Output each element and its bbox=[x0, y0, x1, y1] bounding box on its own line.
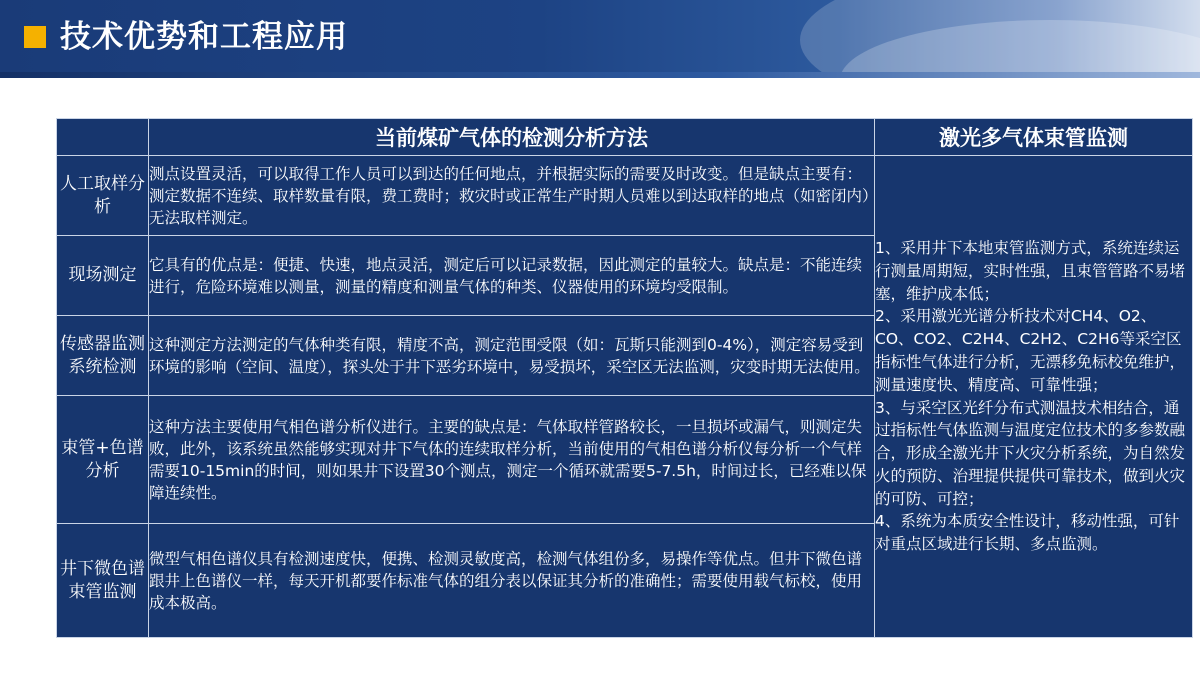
table-row bbox=[57, 156, 1193, 236]
row-label: 现场测定 bbox=[57, 236, 149, 316]
row-label: 井下微色谱束管监测 bbox=[57, 524, 149, 638]
row-label: 束管+色谱分析 bbox=[57, 396, 149, 524]
row-description: 这种方法主要使用气相色谱分析仪进行。主要的缺点是：气体取样管路较长，一旦损坏或漏气，则测定失败，此外，该系统虽然能够实现对井下气体的连续取样分析，当前使用的气相色谱分析仪每分析一个气样需要10-15min的时间，则如果井下设置30个测点，测定一个循环就需要5-7.5h，时间过长，已经难以保障连续性。 bbox=[149, 396, 875, 524]
row-description: 微型气相色谱仪具有检测速度快，便携、检测灵敏度高，检测气体组份多，易操作等优点。但井下微色谱跟井上色谱仪一样，每天开机都要作标准气体的组分表以保证其分析的准确性；需要使用载气标校，使用成本极高。 bbox=[149, 524, 875, 638]
comparison-table bbox=[56, 118, 1193, 638]
laser-point: 2、采用激光光谱分析技术对CH4、O2、CO、CO2、C2H4、C2H2、C2H6等采空区指标性气体进行分析，无漂移免标校免维护，测量速度快、精度高、可靠性强； bbox=[875, 307, 1186, 394]
row-description: 测点设置灵活，可以取得工作人员可以到达的任何地点，并根据实际的需要及时改变。但是缺点主要有：测定数据不连续、取样数量有限，费工费时；救灾时或正常生产时期人员难以到达取样的地点（如密闭内）无法取样测定。 bbox=[149, 156, 875, 236]
laser-point: 3、与采空区光纤分布式测温技术相结合，通过指标性气体监测与温度定位技术的多参数融合，形成全激光井下火灾分析系统，为自然发火的预防、治理提供提供可靠技术，做到火灾的可防、可控； bbox=[875, 398, 1186, 508]
header-underline bbox=[0, 72, 1200, 78]
header-empty-cell bbox=[57, 119, 149, 156]
row-label: 人工取样分析 bbox=[57, 156, 149, 236]
row-description: 它具有的优点是：便捷、快速，地点灵活，测定后可以记录数据，因此测定的量较大。缺点是：不能连续进行，危险环境难以测量，测量的精度和测量气体的种类、仪器使用的环境均受限制。 bbox=[149, 236, 875, 316]
row-description: 这种测定方法测定的气体种类有限，精度不高，测定范围受限（如：瓦斯只能测到0-4%），测定容易受到环境的影响（空间、温度），探头处于井下恶劣环境中，易受损坏，采空区无法监测，灾变时期无法使用。 bbox=[149, 316, 875, 396]
header-laser: 激光多气体束管监测 bbox=[875, 119, 1193, 156]
page-title: 技术优势和工程应用 bbox=[60, 19, 348, 55]
title-bullet-icon bbox=[24, 26, 46, 48]
table-header-row bbox=[57, 119, 1193, 156]
laser-advantages-cell bbox=[875, 156, 1193, 638]
row-label: 传感器监测系统检测 bbox=[57, 316, 149, 396]
laser-point: 4、系统为本质安全性设计，移动性强，可针对重点区域进行长期、多点监测。 bbox=[875, 512, 1180, 554]
header-methods: 当前煤矿气体的检测分析方法 bbox=[149, 119, 875, 156]
laser-point: 1、采用井下本地束管监测方式，系统连续运行测量周期短，实时性强，且束管管路不易堵塞，维护成本低； bbox=[875, 238, 1186, 303]
